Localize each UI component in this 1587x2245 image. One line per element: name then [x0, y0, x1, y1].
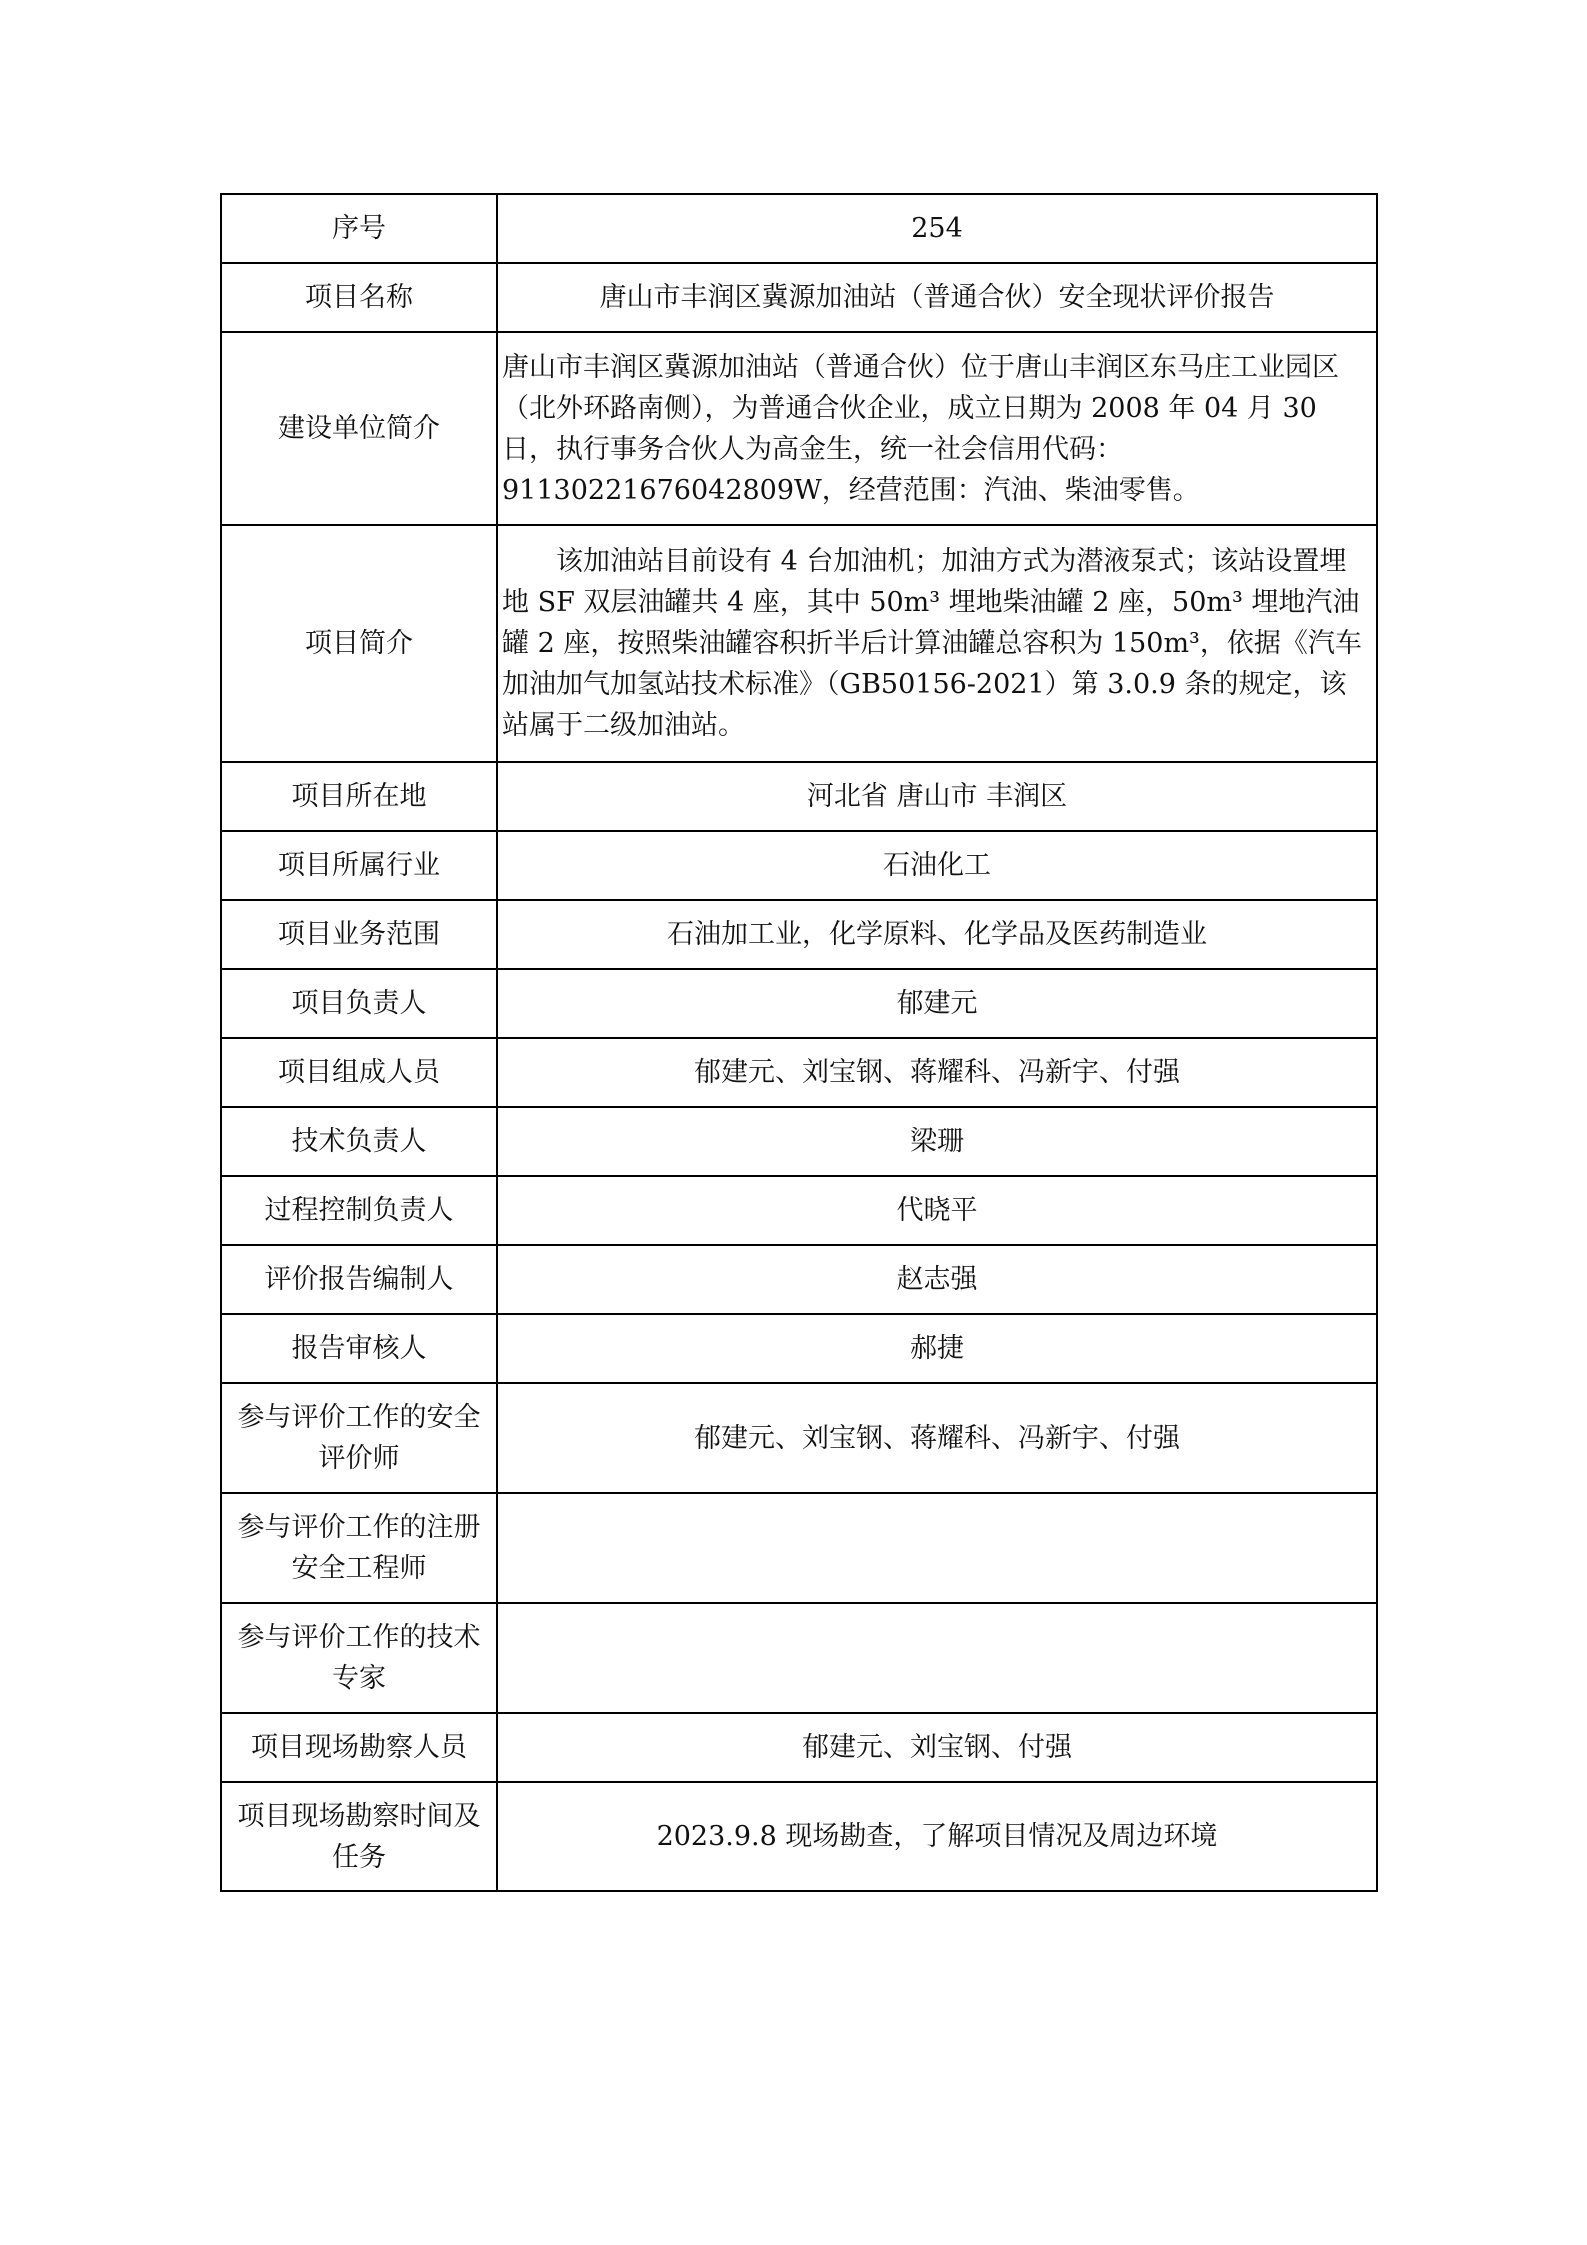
row-value-site-survey-staff: 郁建元、刘宝钢、付强	[497, 1713, 1377, 1782]
row-value-process-control: 代晓平	[497, 1176, 1377, 1245]
row-label-location: 项目所在地	[221, 762, 497, 831]
row-label-report-author: 评价报告编制人	[221, 1245, 497, 1314]
project-info-table	[220, 193, 1378, 1892]
table-row	[221, 1038, 1377, 1107]
row-label-project-leader: 项目负责人	[221, 969, 497, 1038]
row-label-site-survey-staff: 项目现场勘察人员	[221, 1713, 497, 1782]
table-row	[221, 1782, 1377, 1891]
table-row	[221, 1713, 1377, 1782]
row-label-tech-leader: 技术负责人	[221, 1107, 497, 1176]
row-value-serial: 254	[497, 194, 1377, 263]
row-label-builder-intro: 建设单位简介	[221, 332, 497, 525]
row-value-tech-leader: 梁珊	[497, 1107, 1377, 1176]
row-value-registered-engineers	[497, 1493, 1377, 1603]
table-row	[221, 1314, 1377, 1383]
row-label-report-reviewer: 报告审核人	[221, 1314, 497, 1383]
table-row	[221, 1107, 1377, 1176]
row-label-tech-experts: 参与评价工作的技术专家	[221, 1603, 497, 1713]
table-row	[221, 1493, 1377, 1603]
row-label-team-members: 项目组成人员	[221, 1038, 497, 1107]
table-row	[221, 1603, 1377, 1713]
row-value-site-survey-time: 2023.9.8 现场勘查，了解项目情况及周边环境	[497, 1782, 1377, 1891]
row-label-project-intro: 项目简介	[221, 525, 497, 762]
row-value-industry: 石油化工	[497, 831, 1377, 900]
row-value-project-name: 唐山市丰润区冀源加油站（普通合伙）安全现状评价报告	[497, 263, 1377, 332]
table-row	[221, 762, 1377, 831]
table-row	[221, 525, 1377, 762]
row-value-project-intro: 该加油站目前设有 4 台加油机；加油方式为潜液泵式；该站设置埋地 SF 双层油罐共 4 座，其中 50m³ 埋地柴油罐 2 座，50m³ 埋地汽油罐 2 座，按照柴油罐容积折半后计算油罐总容积为 150m³，依据《汽车加油加气加氢站技术标准》（GB50156-2021）第 3.0.9 条的规定，该站属于二级加油站。	[497, 525, 1377, 762]
table-row	[221, 1176, 1377, 1245]
row-value-business-scope: 石油加工业，化学原料、化学品及医药制造业	[497, 900, 1377, 969]
row-value-report-reviewer: 郝捷	[497, 1314, 1377, 1383]
row-value-location: 河北省 唐山市 丰润区	[497, 762, 1377, 831]
row-label-project-name: 项目名称	[221, 263, 497, 332]
row-value-tech-experts	[497, 1603, 1377, 1713]
table-row	[221, 332, 1377, 525]
row-label-business-scope: 项目业务范围	[221, 900, 497, 969]
row-value-report-author: 赵志强	[497, 1245, 1377, 1314]
row-label-safety-evaluators: 参与评价工作的安全评价师	[221, 1383, 497, 1493]
row-value-team-members: 郁建元、刘宝钢、蒋耀科、冯新宇、付强	[497, 1038, 1377, 1107]
table-row	[221, 969, 1377, 1038]
row-value-project-leader: 郁建元	[497, 969, 1377, 1038]
table-row	[221, 831, 1377, 900]
table-row	[221, 1383, 1377, 1493]
row-label-serial: 序号	[221, 194, 497, 263]
row-label-site-survey-time: 项目现场勘察时间及任务	[221, 1782, 497, 1891]
table-row	[221, 900, 1377, 969]
table-row	[221, 1245, 1377, 1314]
row-label-industry: 项目所属行业	[221, 831, 497, 900]
table-row	[221, 263, 1377, 332]
row-value-safety-evaluators: 郁建元、刘宝钢、蒋耀科、冯新宇、付强	[497, 1383, 1377, 1493]
table-row	[221, 194, 1377, 263]
row-value-builder-intro: 唐山市丰润区冀源加油站（普通合伙）位于唐山丰润区东马庄工业园区（北外环路南侧），为普通合伙企业，成立日期为 2008 年 04 月 30 日，执行事务合伙人为高金生，统一社会信用代码：91130221676042809W，经营范围：汽油、柴油零售。	[497, 332, 1377, 525]
row-label-registered-engineers: 参与评价工作的注册安全工程师	[221, 1493, 497, 1603]
row-label-process-control: 过程控制负责人	[221, 1176, 497, 1245]
